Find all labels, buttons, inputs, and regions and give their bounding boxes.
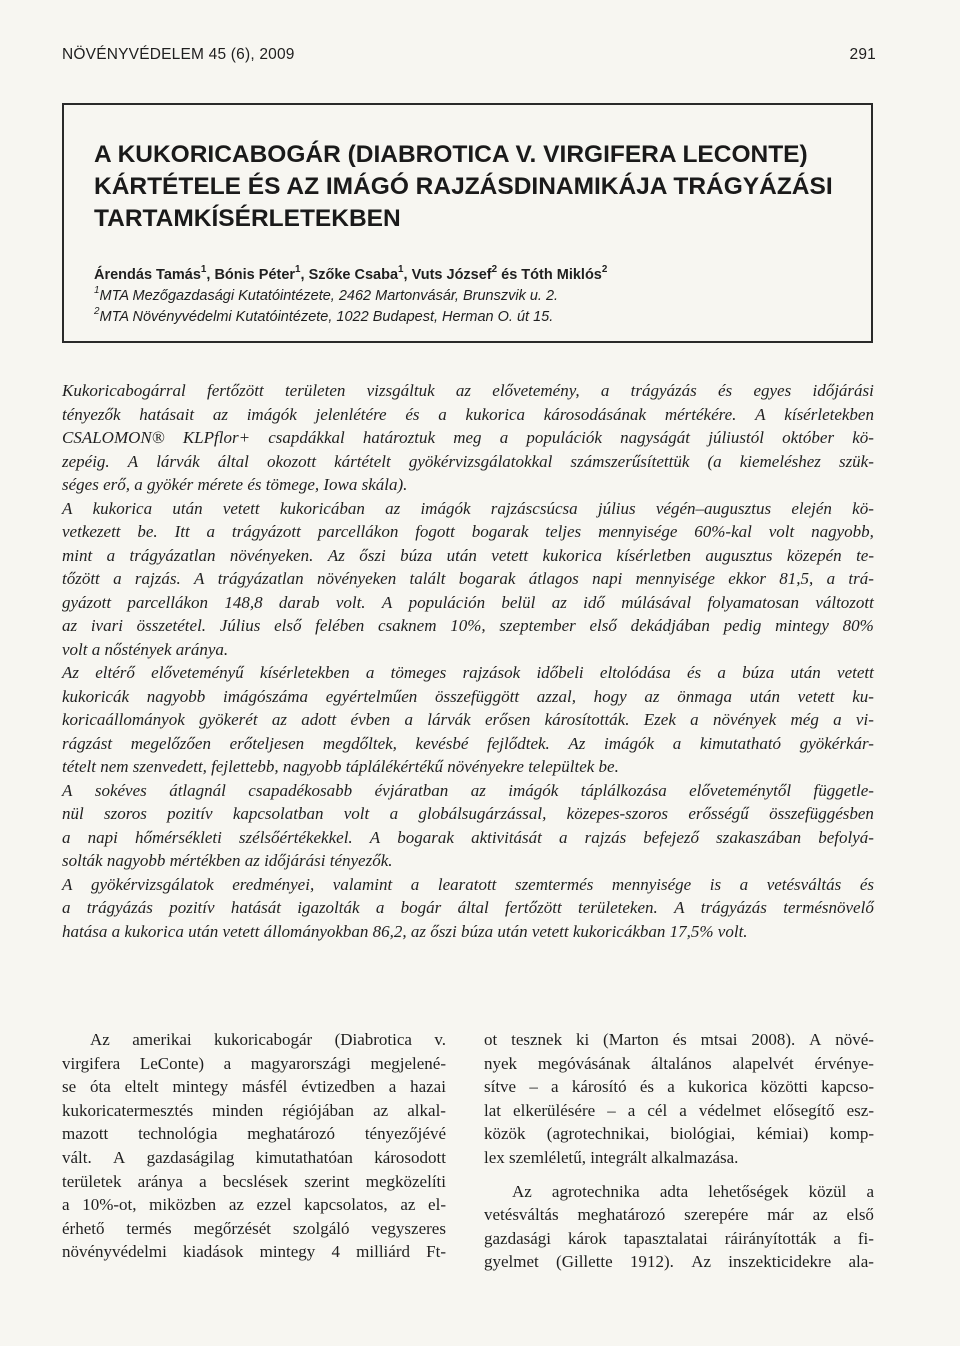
body-line: érhető termés megőrzését szolgáló vegyszeres bbox=[62, 1218, 446, 1238]
abstract-line: CSALOMON® KLPflor+ csapdákkal határoztuk meg a populációk nagyságát júliustól október kö- bbox=[62, 428, 874, 447]
abstract-line: Kukoricabogárral fertőzött területen vizsgáltuk az elővetemény, a trágyázás és egyes időjárási bbox=[62, 381, 874, 400]
abstract-line: kukoricák nagyobb imágószáma egyértelműen összefüggött azzal, hogy az önmaga után vetett ku- bbox=[62, 686, 874, 706]
abstract-line: séges erő, a gyökér mérete és tömege, Iowa skála). bbox=[62, 475, 408, 494]
title-line: TARTAMKÍSÉRLETEKBEN bbox=[94, 205, 401, 232]
abstract-line: mint a trágyázatlan növényeken. Az őszi búza után vetett kukorica kísérletben augusztus közepén te- bbox=[62, 545, 874, 565]
abstract-line: A sokéves átlagnál csapadékosabb évjáratban az imágók táplálkozása előveteménytől függetle- bbox=[62, 780, 874, 800]
title-line: KÁRTÉTELE ÉS AZ IMÁGÓ RAJZÁSDINAMIKÁJA TRÁGYÁZÁSI bbox=[94, 173, 833, 200]
body-line: mazott technológia meghatározó tényezőjévé bbox=[62, 1124, 446, 1144]
body-line: Az amerikai kukoricabogár (Diabrotica v. bbox=[90, 1030, 446, 1049]
title-line: A KUKORICABOGÁR (DIABROTICA V. VIRGIFERA LECONTE) bbox=[94, 141, 808, 168]
abstract-line: zepéig. A lárvák által okozott kártételt gyökérvizsgálatokkal számszerűsítettük (a kiemeléshez szük- bbox=[62, 451, 874, 471]
abstract-line: A gyökérvizsgálatok eredményei, valamint a learatott szemtermés mennyisége is a vetésváltás és bbox=[62, 874, 874, 894]
body-line: Az agrotechnika adta lehetőségek közül a bbox=[512, 1181, 874, 1201]
affiliation-2: $^2$MTA Növényvédelmi Kutatóintézete, 1022 Budapest, Herman O. út 15. bbox=[94, 306, 554, 325]
title-box bbox=[62, 103, 873, 343]
body-column-right bbox=[484, 1028, 874, 1274]
body-line: virgifera LeConte) a magyarországi megjelené- bbox=[62, 1053, 446, 1073]
author-names: Árendás Tamás$^1$, Bónis Péter$^1$, Szőke Csaba$^1$, Vuts József$^2$ és Tóth Miklós$^2$ bbox=[94, 264, 608, 283]
running-header bbox=[62, 46, 876, 68]
abstract-line: A kukorica után vetett kukoricában az imágók rajzáscsúcsa július végén–augusztus elején kö- bbox=[62, 498, 874, 518]
author-block bbox=[94, 265, 854, 328]
body-line: gazdasági károk tapasztalatai ráirányították a fi- bbox=[484, 1228, 874, 1248]
abstract-line: gyázott parcellákon 148,8 darab volt. A populáción belül az idő múlásával folyamatosan változott bbox=[62, 592, 874, 612]
body-line: se óta eltelt mintegy másfél évtizedben a hazai bbox=[62, 1077, 446, 1097]
body-line: gyelmet (Gillette 1912). Az inszekticidekre ala- bbox=[484, 1252, 874, 1272]
body-line: lex szemléletű, integrált alkalmazása. bbox=[484, 1147, 739, 1167]
body-column-left bbox=[62, 1028, 446, 1264]
body-line: vetésváltás meghatározó szerepére már az első bbox=[484, 1205, 874, 1225]
abstract-line: rágzást megelőzően erőteljesen megdőltek, kevésbé fejlődtek. Az imágók a kimutatható gyökérkár- bbox=[62, 733, 874, 753]
abstract-line: az ivari összetétel. Július első felében csaknem 10%, szeptember első dekádjában pedig mintegy 80% bbox=[62, 616, 874, 635]
abstract-line: nül szoros pozitív kapcsolatban volt a globálsugárzással, közepes-szoros erősségű összefüggésben bbox=[62, 804, 874, 823]
abstract-line: tényezők hatásait az imágók jelenlétére és a kukorica károsodásának mértékére. A kísérletekben bbox=[62, 404, 874, 424]
abstract-line: koricaállományok gyökerét az adott évben a lárvák erősen károsították. Ezek a növények még a vi- bbox=[62, 710, 874, 729]
abstract-line: volt a nőstények aránya. bbox=[62, 639, 229, 659]
abstract-line: a trágyázás pozitív hatását igazolták a bogár által fertőzött területeken. A trágyázás termésnövelő bbox=[62, 898, 874, 917]
abstract-line: solták nagyobb mértékben az időjárási tényezők. bbox=[62, 851, 393, 870]
body-line: területek aránya a becslések szerint megközelíti bbox=[62, 1171, 446, 1191]
abstract-line: a napi hőmérsékleti szélsőértékekkel. A bogarak aktivitását a rajzás befejező szakaszában befolyá- bbox=[62, 827, 874, 847]
body-line: növényvédelmi kiadások mintegy 4 milliárd Ft- bbox=[62, 1242, 446, 1262]
affiliation-1: $^1$MTA Mezőgazdasági Kutatóintézete, 2462 Martonvásár, Brunszvik u. 2. bbox=[94, 285, 559, 304]
body-line: közök (agrotechnikai, biológiai, kémiai) komp- bbox=[484, 1124, 874, 1144]
abstract bbox=[62, 379, 874, 943]
article-title bbox=[94, 139, 854, 235]
abstract-line: Az eltérő előveteményű kísérletekben a tömeges rajzások időbeli eltolódása és a búza után vetett bbox=[62, 663, 874, 682]
body-line: sítve – a károsító és a kukorica közötti kapcso- bbox=[484, 1077, 874, 1097]
abstract-line: tőzött a rajzás. A trágyázatlan növényeken talált bogarak átlagos napi mennyisége ekkor 81,5, a trá- bbox=[62, 569, 874, 588]
abstract-line: hatása a kukorica után vetett állományokban 86,2, az őszi búza után vetett kukoricákban 17,5% volt. bbox=[62, 921, 748, 941]
body-line: kukoricatermesztés minden régiójában az alkal- bbox=[62, 1100, 446, 1120]
abstract-line: tételt nem szenvedett, fejlettebb, nagyobb táplálékértékű növényekre települtek be. bbox=[62, 757, 619, 776]
page-number: 291 bbox=[849, 46, 876, 63]
abstract-line: vetkezett be. Itt a trágyázott parcellákon fogott bogarak teljes mennyisége 60%-kal volt nagyobb, bbox=[62, 522, 874, 541]
paragraph-gap bbox=[484, 1170, 874, 1180]
body-line: a 10%-ot, miközben az ezzel kapcsolatos, az el- bbox=[62, 1195, 446, 1215]
journal-citation: NÖVÉNYVÉDELEM 45 (6), 2009 bbox=[62, 46, 295, 63]
body-line: vált. A gazdaságilag kimutathatóan károsodott bbox=[62, 1147, 446, 1167]
body-line: nyek megóvásának általános alapelvét érvénye- bbox=[484, 1053, 874, 1073]
body-line: ot tesznek ki (Marton és mtsai 2008). A növé- bbox=[484, 1030, 874, 1049]
body-line: lat elkerülésére – a cél a védelmet elősegítő esz- bbox=[484, 1100, 874, 1120]
